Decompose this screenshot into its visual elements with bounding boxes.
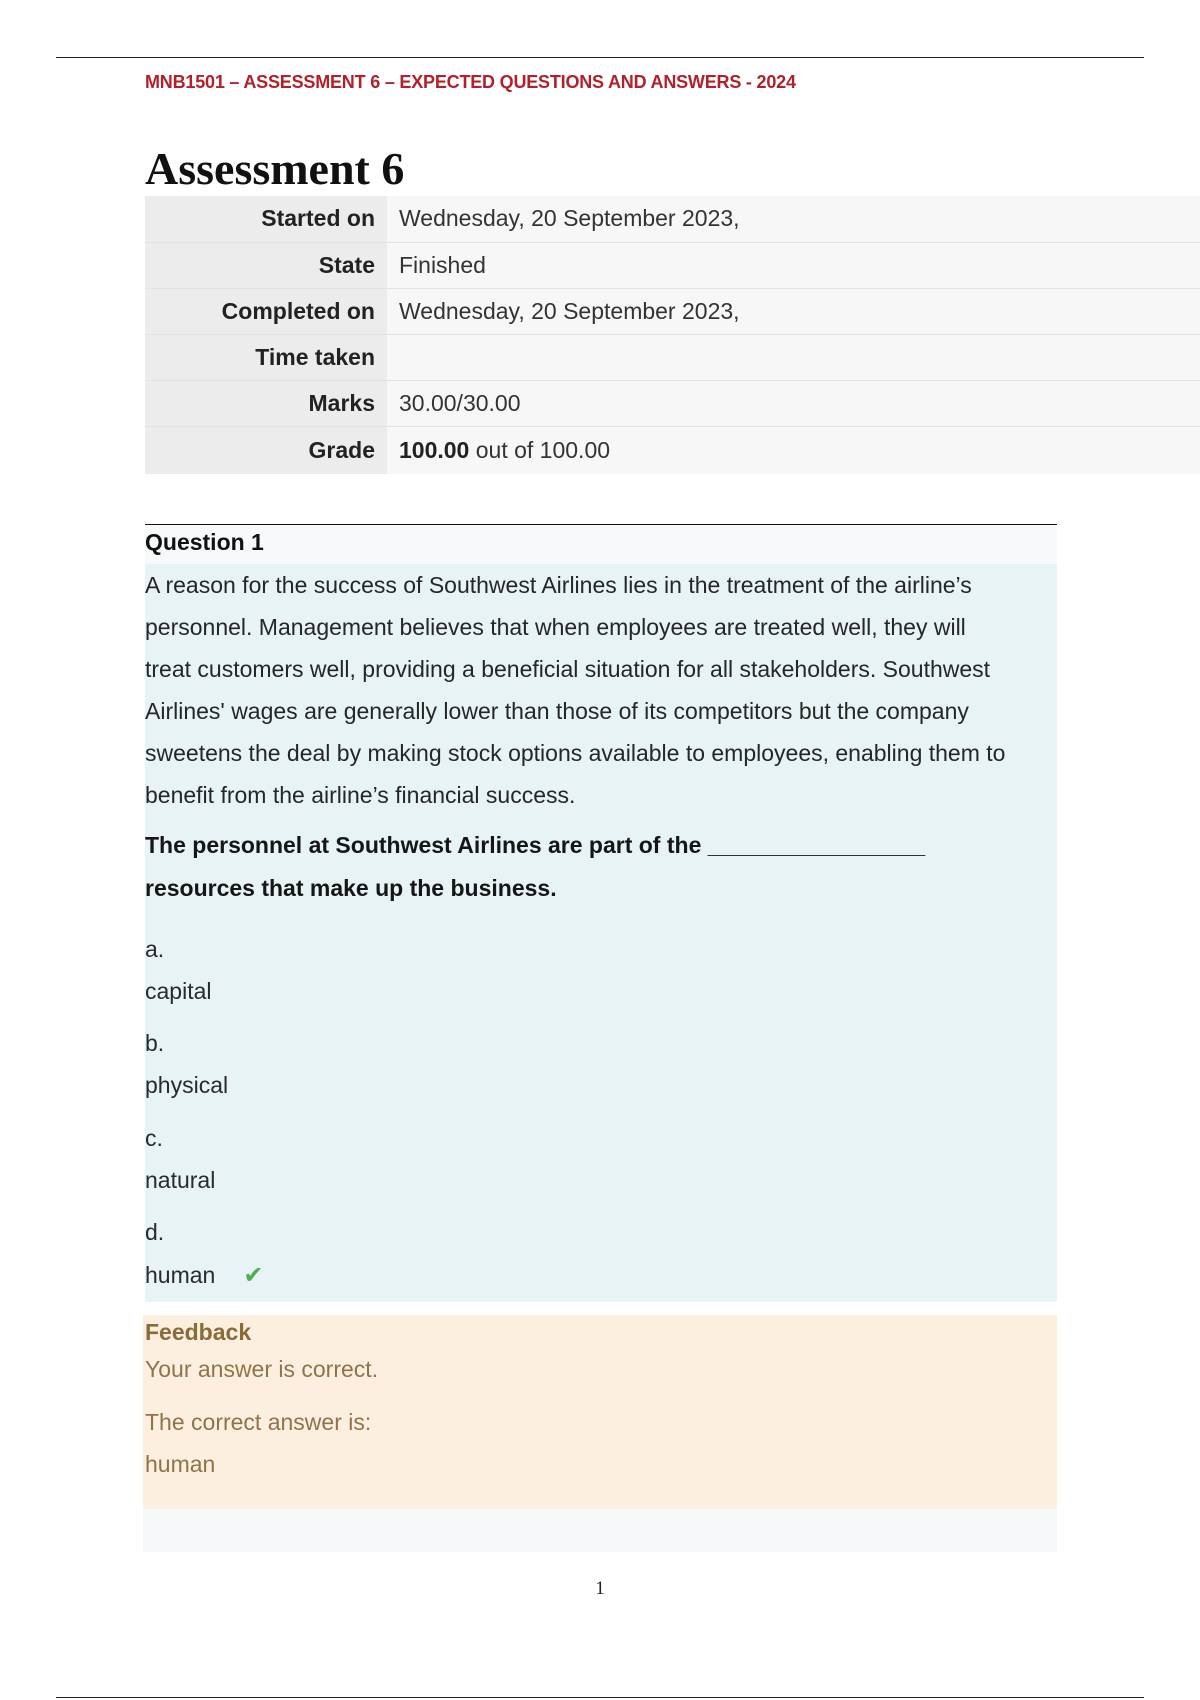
question-number: Question 1	[145, 526, 1057, 564]
question-text-line: benefit from the airline’s financial success.	[145, 782, 576, 808]
summary-row-grade	[145, 426, 1200, 474]
attempt-summary-table	[145, 196, 1200, 474]
summary-label: Completed on	[145, 288, 387, 334]
question-prompt	[145, 824, 1057, 910]
feedback-correct-label: The correct answer is:	[145, 1409, 372, 1435]
question-text-line: personnel. Management believes that when employees are treated well, they will	[145, 614, 966, 640]
summary-row-state	[145, 242, 1200, 288]
summary-label: Grade	[145, 426, 387, 474]
question-text-line: sweetens the deal by making stock options available to employees, enabling them to	[145, 740, 1006, 766]
summary-row-time-taken	[145, 334, 1200, 380]
summary-row-marks	[145, 380, 1200, 426]
question-text-line: treat customers well, providing a beneficial situation for all stakeholders. Southwest	[145, 656, 991, 682]
summary-label: Marks	[145, 380, 387, 426]
option-d-letter: d.	[145, 1219, 165, 1245]
option-d-text: human	[145, 1262, 216, 1288]
page-number: 1	[595, 1578, 605, 1599]
bottom-rule	[56, 1697, 1144, 1698]
option-c-text[interactable]: natural	[145, 1167, 216, 1193]
option-a-letter: a.	[145, 936, 165, 962]
option-b-letter: b.	[145, 1030, 165, 1056]
summary-value: Finished	[387, 242, 1200, 288]
question-divider	[145, 524, 1057, 525]
question-footer-spacer	[143, 1509, 1057, 1552]
question-prompt-line: The personnel at Southwest Airlines are part of the _________________	[145, 832, 926, 858]
option-d[interactable]	[145, 1254, 263, 1297]
question-content	[145, 564, 1057, 1302]
summary-label: Time taken	[145, 334, 387, 380]
question-text-line: Airlines' wages are generally lower than those of its competitors but the company	[145, 698, 969, 724]
summary-label: Started on	[145, 196, 387, 242]
question-prompt-line: resources that make up the business.	[145, 875, 557, 901]
summary-value	[387, 426, 1200, 474]
feedback-result: Your answer is correct.	[145, 1356, 379, 1382]
summary-value: Wednesday, 20 September 2023,	[387, 196, 1200, 242]
document-header: MNB1501 – ASSESSMENT 6 – EXPECTED QUESTIONS AND ANSWERS - 2024	[145, 72, 796, 92]
question-text-line: A reason for the success of Southwest Airlines lies in the treatment of the airline’s	[145, 572, 972, 598]
summary-row-started	[145, 196, 1200, 242]
option-c-letter: c.	[145, 1125, 163, 1151]
option-b-text[interactable]: physical	[145, 1072, 229, 1098]
summary-value	[387, 334, 1200, 380]
summary-value: 30.00/30.00	[387, 380, 1200, 426]
grade-score: 100.00	[399, 436, 470, 463]
grade-out-of: out of 100.00	[469, 436, 611, 463]
page-title: Assessment 6	[145, 143, 405, 194]
feedback-panel	[143, 1315, 1057, 1509]
checkmark-icon: ✔	[243, 1262, 264, 1289]
summary-row-completed	[145, 288, 1200, 334]
summary-label: State	[145, 242, 387, 288]
feedback-correct-answer: human	[145, 1451, 216, 1477]
option-a-text[interactable]: capital	[145, 978, 212, 1004]
summary-value: Wednesday, 20 September 2023,	[387, 288, 1200, 334]
top-rule	[56, 57, 1144, 58]
question-text	[145, 564, 1057, 816]
feedback-title: Feedback	[145, 1319, 252, 1345]
